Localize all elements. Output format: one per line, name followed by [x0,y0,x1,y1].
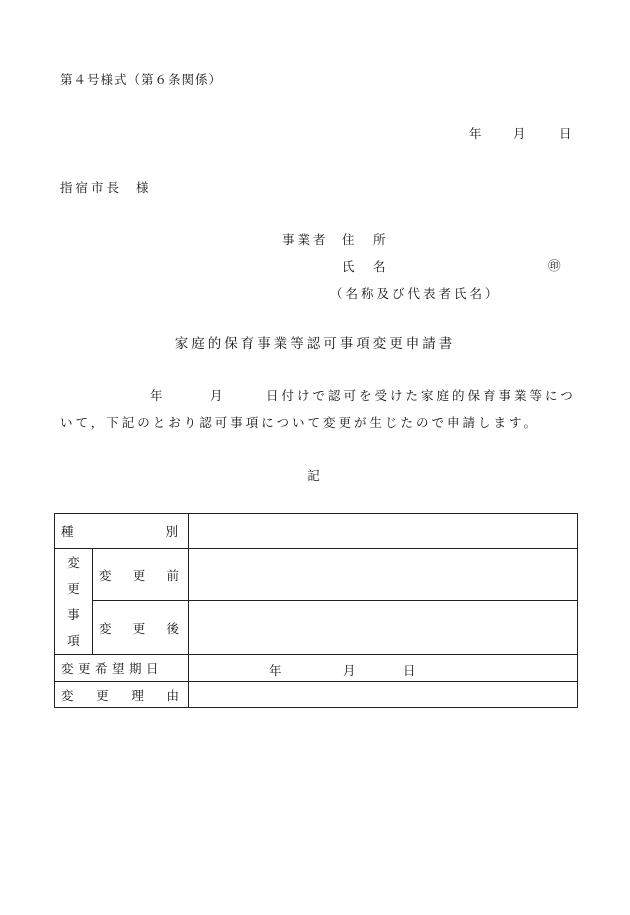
change-items-char: 変 [67,554,80,570]
addressee [60,178,152,196]
reason-label-char: 理 [131,687,144,703]
after-label-cell [93,601,189,655]
desired-date-year: 年 [269,663,282,678]
after-label-char: 後 [166,620,179,636]
desired-date-row [55,655,578,682]
type-label-right: 別 [165,524,178,539]
type-row [55,514,578,549]
after-value-cell[interactable] [189,601,578,655]
change-items-label [55,549,93,655]
reason-label-char: 変 [61,687,74,703]
after-row [55,601,578,655]
after-label-char: 変 [99,620,112,636]
ki-heading: 記 [307,468,323,483]
desired-date-month: 月 [343,663,356,678]
change-items-char: 事 [67,606,80,622]
form-number: 第４号様式（第６条関係） [60,72,223,87]
change-items-char: 項 [67,632,80,648]
desired-date-label: 変更希望期日 [55,655,189,682]
after-label-char: 更 [132,620,146,636]
type-value-cell[interactable] [189,514,578,549]
before-label-char: 前 [166,567,179,583]
desired-date-value-cell[interactable] [189,655,578,682]
addressee-suffix: 様 [136,180,152,195]
type-label-cell [55,514,189,549]
desired-date-day: 日 [403,663,416,678]
addressee-name: 指宿市長 [60,180,123,195]
before-label-char: 変 [99,567,112,583]
body-line-2: いて，下記のとおり認可事項について変更が生じたので申請します。 [60,415,540,430]
date-month-label: 月 [513,126,529,141]
before-label-char: 更 [132,567,146,583]
name-note: （名称及び代表者氏名） [330,286,501,301]
change-items-char: 更 [67,580,80,596]
type-label-left: 種 [61,524,74,539]
date-year-label: 年 [469,126,485,141]
body-month-label: 月 [210,388,226,403]
document-title: 家庭的保育事業等認可事項変更申請書 [174,336,456,352]
address-label: 住 所 [342,232,389,247]
before-label-cell [93,549,189,601]
change-details-table [54,513,578,708]
before-value-cell[interactable] [189,549,578,601]
reason-label-char: 由 [166,687,179,703]
reason-value-cell[interactable] [189,682,578,708]
reason-label-cell [55,682,189,708]
applicant-block [0,230,630,310]
name-label: 氏 名 [342,259,389,274]
applicant-role: 事業者 [282,232,329,247]
body-line-1-text: 日付けで認可を受けた家庭的保育事業等につ [266,388,576,403]
reason-label-char: 更 [96,687,109,703]
reason-row [55,682,578,708]
date-day-label: 日 [559,126,575,141]
before-row [55,549,578,601]
seal-mark: ㊞ [548,258,564,273]
body-year-label: 年 [150,388,166,403]
